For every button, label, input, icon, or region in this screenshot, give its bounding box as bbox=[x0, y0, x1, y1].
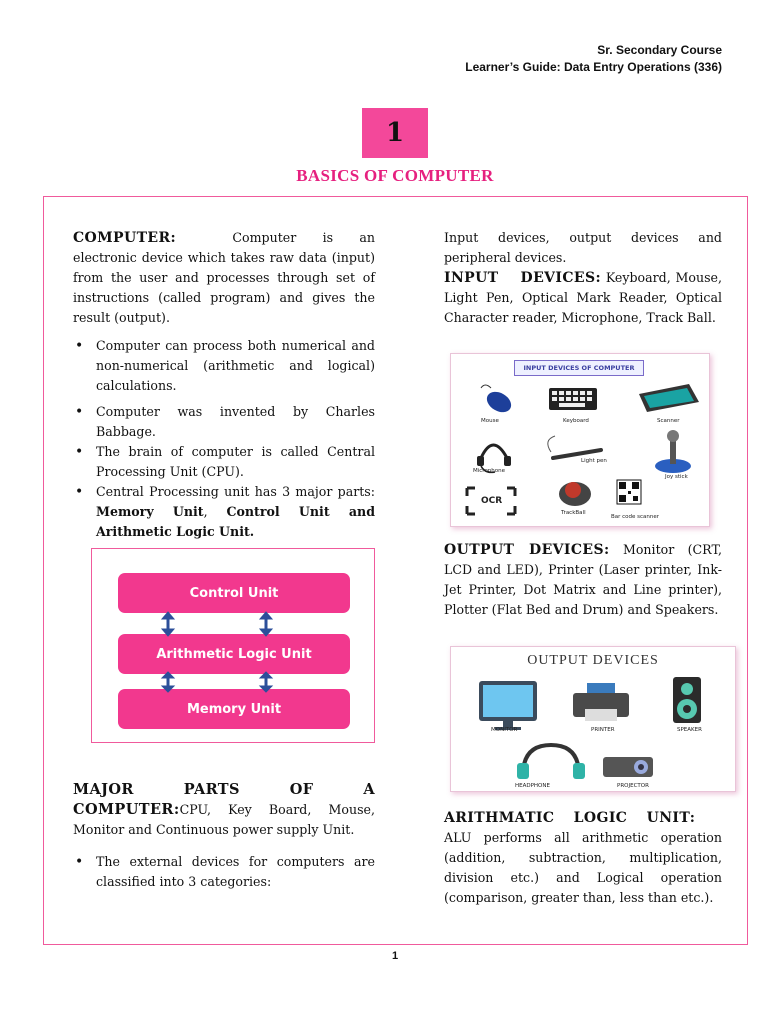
bullet-cpu-parts bbox=[73, 482, 375, 542]
memory-unit-box: Memory Unit bbox=[118, 689, 350, 729]
input-devices-image bbox=[450, 353, 710, 527]
lightpen-caption: Light pen bbox=[581, 458, 607, 464]
scanner-icon bbox=[639, 384, 699, 412]
computer-text: Computer is an electronic device which takes raw data (input) from the user and processes through set of instructions (called program) and gives the result (output). bbox=[73, 230, 375, 325]
joystick-icon bbox=[655, 430, 691, 473]
alu-text: ALU performs all arithmetic operation (addition, subtraction, multiplication, division etc.) and Logical operation (comparison, greater than, less than etc.). bbox=[444, 830, 722, 905]
output-devices-text: Monitor (CRT, LCD and LED), Printer (Laser printer, Ink-Jet Printer, Dot Matrix and Line printer), Plotter (Flat Bed and Drum) and Speakers. bbox=[444, 542, 722, 617]
speaker-caption: SPEAKER bbox=[677, 727, 702, 733]
headphone-icon bbox=[517, 745, 585, 779]
alu-label: ARITHMATIC LOGIC UNIT: bbox=[444, 810, 696, 826]
barcode-caption: Bar code scanner bbox=[611, 514, 660, 520]
major-parts-text: CPU, Key Board, Mouse, Monitor and Continuous power supply Unit. bbox=[73, 802, 375, 837]
mouse-caption: Mouse bbox=[481, 418, 499, 424]
control-unit-box: Control Unit bbox=[118, 573, 350, 613]
right-column bbox=[444, 228, 722, 328]
left-column-lower bbox=[73, 780, 375, 892]
device-categories: Input devices, output devices and peripheral devices. bbox=[444, 230, 722, 265]
right-column-alu bbox=[444, 808, 722, 908]
input-devices bbox=[444, 268, 722, 328]
diagram-arrows bbox=[92, 549, 376, 744]
cpu-diagram bbox=[91, 548, 375, 743]
page-number: 1 bbox=[391, 950, 399, 962]
microphone-caption: Microphone bbox=[473, 468, 506, 474]
monitor-icon bbox=[479, 681, 537, 730]
bullet-brain: • The brain of computer is called Central Processing Unit (CPU). bbox=[73, 442, 375, 482]
left-column bbox=[73, 228, 375, 542]
cpu-parts-sep: , bbox=[203, 504, 227, 519]
printer-icon bbox=[573, 683, 629, 721]
scanner-caption: Scanner bbox=[657, 418, 680, 424]
arrow-control-alu-left-icon bbox=[162, 612, 174, 636]
barcode-icon bbox=[617, 480, 641, 504]
page-header bbox=[465, 42, 722, 76]
headphone-caption: HEADPHONE bbox=[515, 783, 550, 789]
trackball-caption: TrackBall bbox=[561, 510, 586, 516]
speaker-icon bbox=[673, 677, 701, 723]
output-devices-illustrations bbox=[451, 647, 735, 791]
bullet-process: • Computer can process both numerical and non-numerical (arithmetic and logical) calculations. bbox=[73, 336, 375, 396]
course-name: Sr. Secondary Course bbox=[597, 43, 722, 57]
keyboard-icon bbox=[549, 388, 597, 410]
major-parts bbox=[73, 780, 375, 840]
arrow-alu-memory-left-icon bbox=[162, 672, 174, 692]
chapter-title: BASICS OF COMPUTER bbox=[296, 166, 494, 185]
ocr-caption: OCR bbox=[481, 496, 503, 506]
input-devices-label: INPUT DEVICES: bbox=[444, 270, 602, 286]
printer-caption: PRINTER bbox=[591, 727, 615, 733]
input-image-title: INPUT DEVICES OF COMPUTER bbox=[514, 360, 644, 376]
mouse-icon bbox=[481, 385, 515, 416]
output-devices-image bbox=[450, 646, 736, 792]
major-parts-label: MAJOR PARTS OF A COMPUTER: bbox=[73, 781, 375, 818]
input-devices-text: Keyboard, Mouse, Light Pen, Optical Mark Reader, Optical Character reader, Microphone, Track Ball. bbox=[444, 270, 722, 325]
right-column-output bbox=[444, 540, 722, 620]
trackball-icon bbox=[559, 482, 591, 506]
bullet-invented: • Computer was invented by Charles Babbage. bbox=[73, 402, 375, 442]
light-pen-icon bbox=[548, 436, 601, 458]
computer-definition bbox=[73, 228, 375, 328]
computer-label: COMPUTER: bbox=[73, 230, 177, 246]
output-devices-label: OUTPUT DEVICES: bbox=[444, 542, 610, 558]
output-image-title: OUTPUT DEVICES bbox=[527, 653, 659, 668]
control-alu-term: Control Unit and Arithmetic Logic Unit. bbox=[96, 504, 375, 539]
keyboard-caption: Keyboard bbox=[563, 418, 589, 424]
monitor-caption: MONITOR bbox=[491, 727, 518, 733]
chapter-number-badge: 1 bbox=[362, 108, 428, 158]
joystick-caption: Joy stick bbox=[665, 474, 688, 480]
projector-icon bbox=[603, 757, 653, 777]
projector-caption: PROJECTOR bbox=[617, 783, 649, 789]
guide-name: Learner’s Guide: Data Entry Operations (336) bbox=[465, 60, 722, 74]
arrow-control-alu-right-icon bbox=[260, 612, 272, 636]
cpu-parts-text: Central Processing unit has 3 major parts: bbox=[96, 484, 375, 499]
output-devices bbox=[444, 540, 722, 620]
alu-box: Arithmetic Logic Unit bbox=[118, 634, 350, 674]
memory-unit-term: Memory Unit bbox=[96, 504, 204, 519]
bullet-external-devices: • The external devices for computers are classified into 3 categories: bbox=[73, 852, 375, 892]
arrow-alu-memory-right-icon bbox=[260, 672, 272, 692]
